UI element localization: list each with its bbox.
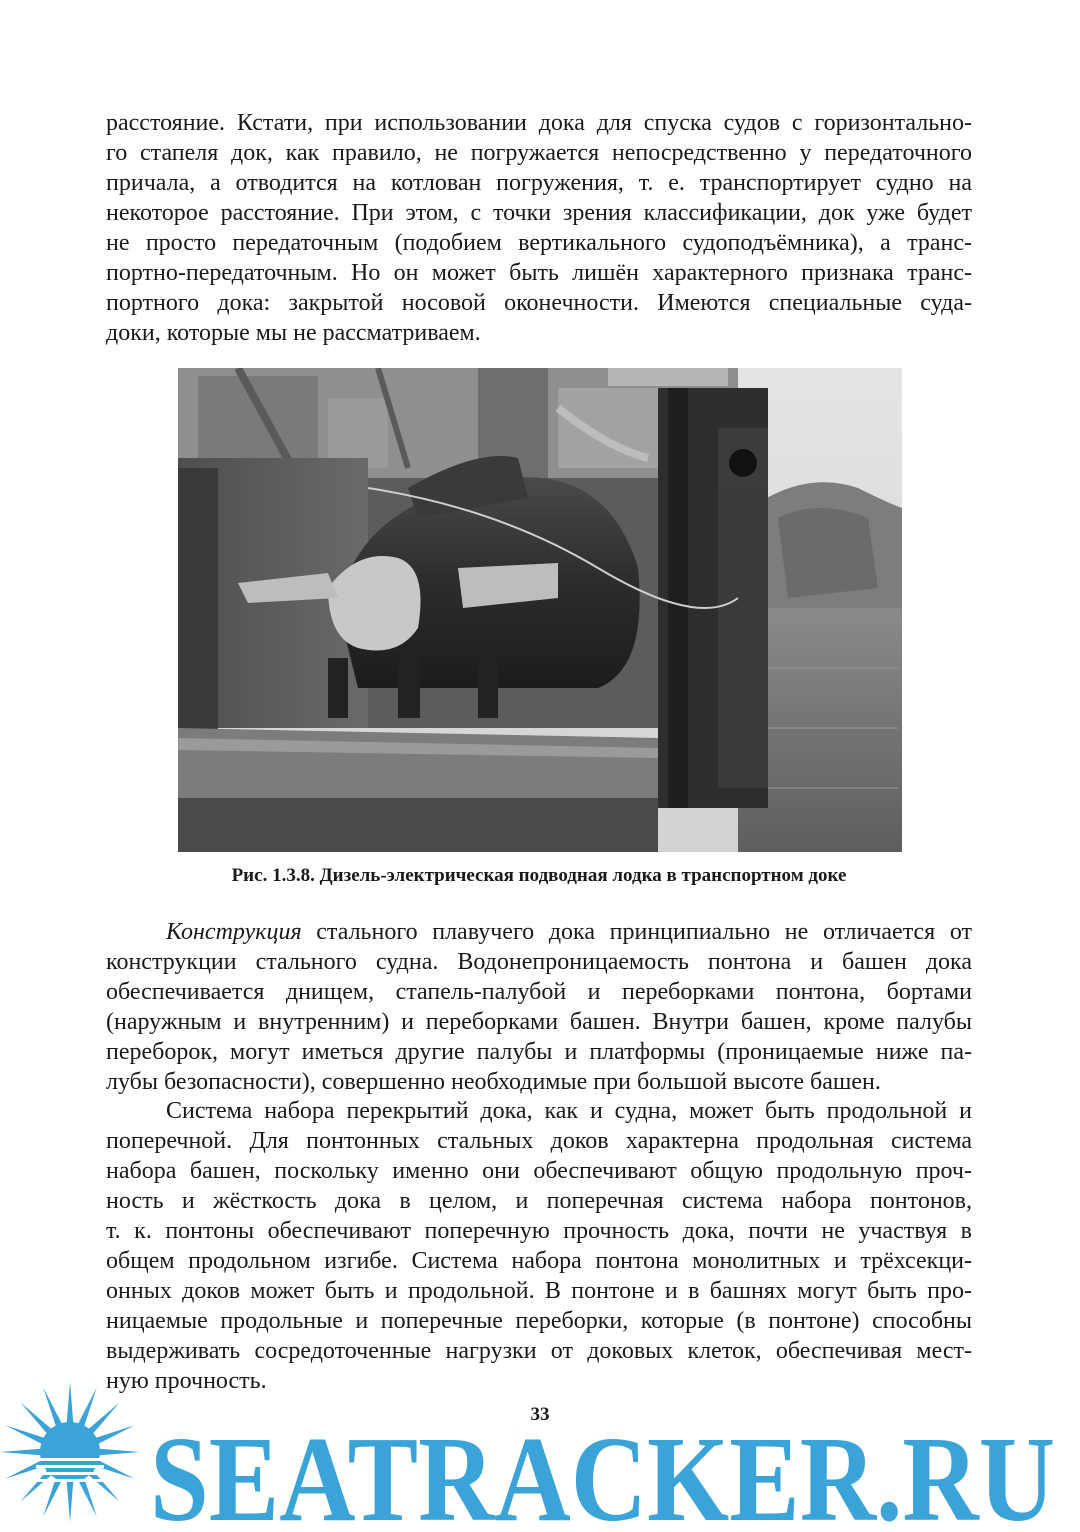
sun-stripe (36, 1479, 104, 1482)
text-line: ную прочность. (106, 1368, 267, 1394)
sun-ray (0, 1449, 42, 1456)
figure-caption: Рис. 1.3.8. Дизель-электрическая подводная лодка в транспортном доке (231, 865, 847, 886)
text-line (106, 917, 972, 947)
text-line: переборок, могут иметься другие палубы и платформы (проницаемые ниже па- (106, 1039, 972, 1065)
text-line: го стапеля док, как правило, не погружается непосредственно у передаточного (106, 140, 972, 166)
text-line: портно-передаточным. Но он может быть лишён характерного признака транс- (106, 260, 972, 286)
text-fragment: стального плавучего дока принципиально не отличается от (301, 919, 972, 945)
paragraph-construction (106, 917, 972, 1097)
text-line: причала, а отводится на котлован погружения, т. е. транспортирует судно на (106, 170, 972, 196)
sun-ray (5, 1460, 45, 1479)
text-line: т. к. понтоны обеспечивают поперечную прочность дока, почти не участвуя в (106, 1218, 972, 1244)
text-line: поперечной. Для понтонных стальных доков характерна продольная система (106, 1128, 972, 1154)
sun-stripe (36, 1465, 104, 1468)
figure-photo (178, 368, 902, 852)
text-line: обеспечивается днищем, стапель-палубой и переборками понтона, бортами (106, 979, 972, 1005)
watermark-text: SEATRACKER.RU (150, 1412, 1055, 1532)
text-line: ность и жёсткость дока в целом, и поперечная система набора понтонов, (106, 1188, 972, 1214)
sun-ray (43, 1476, 62, 1516)
text-line: не просто передаточным (подобием вертикального судоподъёмника), а транс- (106, 230, 972, 256)
sun-ray (78, 1476, 97, 1516)
sun-ray (94, 1425, 134, 1444)
sun-stripe (36, 1472, 104, 1475)
sun-ray (67, 1480, 74, 1522)
text-line: ницаемые продольные и поперечные переборки, которые (в понтоне) способны (106, 1308, 972, 1334)
text-line: конструкции стального судна. Водонепроницаемость понтона и башен дока (106, 949, 972, 975)
text-line: портного дока: закрытой носовой оконечности. Имеются специальные суда- (106, 290, 972, 316)
text-line: Система набора перекрытий дока, как и судна, может быть продольной и (166, 1098, 972, 1124)
sun-stripe (36, 1458, 104, 1461)
sun-ray (98, 1449, 140, 1456)
watermark (0, 1372, 1080, 1532)
sun-ray (94, 1460, 134, 1479)
italic-term: Конструкция (166, 919, 302, 945)
text-line: доки, которые мы не рассматриваем. (106, 320, 481, 346)
text-line: набора башен, поскольку именно они обеспечивают общую продольную проч- (106, 1158, 972, 1184)
text-line: лубы безопасности), совершенно необходимые при большой высоте башен. (106, 1069, 881, 1095)
text-line: расстояние. Кстати, при использовании дока для спуска судов с горизонтально- (106, 110, 972, 136)
sun-ray (5, 1425, 45, 1444)
text-line: выдерживать сосредоточенные нагрузки от доковых клеток, обеспечивая мест- (106, 1338, 972, 1364)
sun-icon (0, 1382, 140, 1522)
paragraph-top (106, 108, 972, 348)
text-line: (наружным и внутренним) и переборками башен. Внутри башен, кроме палубы (106, 1009, 972, 1035)
paragraph-system (106, 1096, 972, 1396)
text-line: онных доков может быть и продольной. В понтоне и в башнях могут быть про- (106, 1278, 972, 1304)
page-number: 33 (530, 1404, 550, 1425)
text-line: общем продольном изгибе. Система набора понтона монолитных и трёхсекци- (106, 1248, 972, 1274)
text-line: некоторое расстояние. При этом, с точки зрения классификации, док уже будет (106, 200, 972, 226)
